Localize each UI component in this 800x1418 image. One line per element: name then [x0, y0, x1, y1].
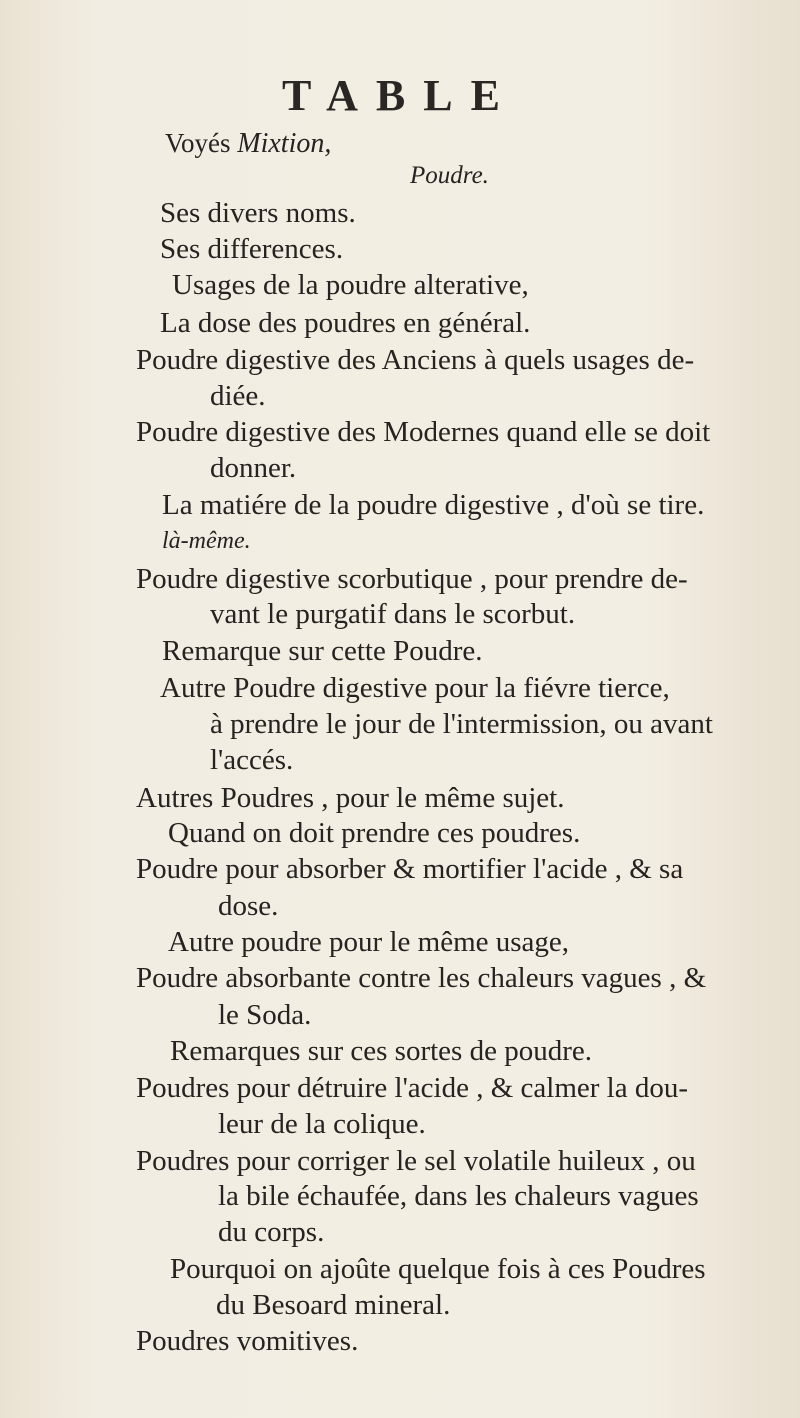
index-entry: du Besoard mineral. [216, 1289, 451, 1321]
index-entry: Autre Poudre digestive pour la fiévre tierce, [160, 672, 670, 704]
index-entry: Poudres vomitives. [136, 1325, 359, 1357]
index-entry: Ses divers noms. [160, 197, 356, 229]
index-entry: Remarque sur cette Poudre. [162, 635, 483, 667]
index-entry: Autre poudre pour le même usage, [168, 926, 570, 958]
index-entry: Remarques sur ces sortes de poudre. [170, 1035, 592, 1067]
index-entry: à prendre le jour de l'intermission, ou avant [210, 708, 713, 740]
index-entry: Poudre digestive scorbutique , pour prendre de- [136, 563, 688, 595]
index-entry: le Soda. [218, 999, 312, 1031]
index-entry: Poudres pour corriger le sel volatile huileux , ou [136, 1145, 696, 1177]
index-entry: Autres Poudres , pour le même sujet. [136, 782, 565, 814]
index-entry: Poudre digestive des Anciens à quels usages de- [136, 344, 695, 376]
index-entry: Ses differences. [160, 233, 344, 265]
index-entry: Usages de la poudre alterative, [172, 269, 529, 301]
index-entry: La matiére de la poudre digestive , d'où se tire. [162, 489, 705, 521]
index-entry: là-même. [162, 528, 251, 554]
index-entry: leur de la colique. [218, 1108, 426, 1140]
index-entry: La dose des poudres en général. [160, 307, 531, 339]
index-entry: dose. [218, 890, 279, 922]
index-entry: Poudre digestive des Modernes quand elle se doit [136, 416, 711, 448]
page-title: TABLE [282, 71, 518, 120]
see-also-prefix: Voyés [165, 128, 231, 158]
index-entry: donner. [210, 452, 297, 484]
index-entry: Pourquoi on ajoûte quelque fois à ces Poudres [170, 1253, 706, 1285]
index-entry: Poudres pour détruire l'acide , & calmer la dou- [136, 1072, 689, 1104]
index-entry: l'accés. [210, 744, 294, 776]
see-also-line [165, 128, 331, 160]
index-entry: du corps. [218, 1216, 325, 1248]
see-also-word: Mixtion, [237, 128, 332, 159]
index-entry: vant le purgatif dans le scorbut. [210, 598, 576, 630]
index-entry: Poudre pour absorber & mortifier l'acide , & sa [136, 853, 684, 885]
index-entry: Poudre absorbante contre les chaleurs vagues , & [136, 962, 707, 994]
index-entry: Quand on doit prendre ces poudres. [168, 817, 581, 849]
index-entry: la bile échaufée, dans les chaleurs vagues [218, 1180, 699, 1212]
index-entry: diée. [210, 380, 266, 412]
section-heading: Poudre. [410, 162, 489, 189]
